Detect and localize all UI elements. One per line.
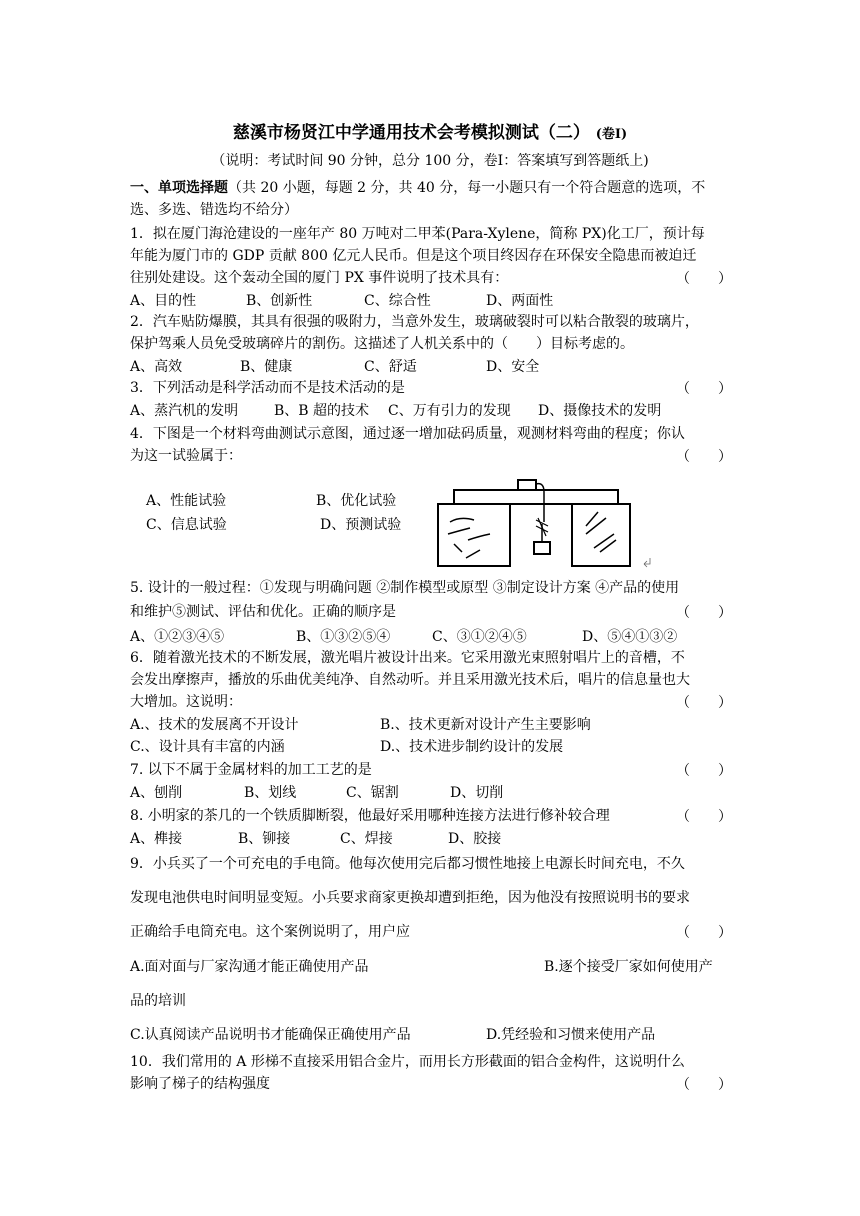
answer-paren: （ ） [676, 1077, 732, 1093]
q5-option-a: A、①②③④⑤ [130, 629, 225, 645]
q6-line-1: 6．随着激光技术的不断发展，激光唱片被设计出来。它采用激光束照射唱片上的音槽，不 [130, 650, 685, 666]
right-support-hatch [586, 512, 616, 552]
q4-option-b: B、优化试验 [316, 493, 397, 509]
answer-paren: （ ） [676, 695, 732, 711]
q5-option-b: B、①③②⑤④ [296, 629, 391, 645]
q4-option-a: A、性能试验 [146, 493, 227, 509]
section-heading: 一、单项选择题 [130, 180, 228, 196]
answer-paren: （ ） [676, 381, 732, 397]
answer-paren: （ ） [676, 271, 732, 287]
q7-option-c: C、锯割 [346, 785, 399, 801]
q3-option-a: A、蒸汽机的发明 [130, 403, 239, 419]
q5-option-d: D、⑤④①③② [582, 629, 678, 645]
q1-option-a: A、目的性 [130, 293, 197, 309]
q6-line-3: 大增加。这说明： [130, 694, 242, 710]
answer-paren: （ ） [676, 449, 732, 465]
q4-line-2: 为这一试验属于： [130, 448, 242, 464]
test-beam [454, 490, 618, 504]
q10-line-2: 影响了梯子的结构强度 [130, 1076, 270, 1092]
q2-line-1: 2．汽车贴防爆膜，其具有很强的吸附力，当意外发生，玻璃破裂时可以粘合散裂的玻璃片， [130, 314, 699, 330]
q9-option-b: B.逐个接受厂家如何使用产 [544, 959, 713, 975]
bending-test-diagram [436, 478, 668, 570]
q5-line-2: 和维护⑤测试、评估和优化。正确的顺序是 [130, 604, 396, 620]
left-support [438, 504, 510, 566]
q8-option-a: A、榫接 [130, 831, 183, 847]
q4-line-1: 4．下图是一个材料弯曲测试示意图，通过逐一增加砝码质量，观测材料弯曲的程度；你认 [130, 426, 685, 442]
q2-line-2: 保护驾乘人员免受玻璃碎片的割伤。这描述了人机关系中的（ ）目标考虑的。 [130, 336, 634, 352]
q1-option-d: D、两面性 [486, 293, 554, 309]
answer-paren: （ ） [676, 925, 732, 941]
q6-option-b: B.、技术更新对设计产生主要影响 [380, 717, 591, 733]
q3-option-b: B、B 超的技术 [274, 403, 370, 419]
test-material-block [518, 480, 536, 490]
title-main: 慈溪市杨贤江中学通用技术会考模拟测试（二） [232, 123, 590, 143]
section-heading-line [130, 178, 705, 198]
weight [534, 542, 550, 554]
q9-option-c: C.认真阅读产品说明书才能确保正确使用产品 [130, 1027, 411, 1043]
q6-line-2: 会发出摩擦声，播放的乐曲优美纯净、自然动听。并且采用激光技术后，唱片的信息量也大 [130, 672, 690, 688]
q5-line-1: 5. 设计的一般过程：①发现与明确问题 ②制作模型或原型 ③制定设计方案 ④产品的使用 [130, 580, 680, 596]
q9-line-2: 发现电池供电时间明显变短。小兵要求商家更换却遭到拒绝，因为他没有按照说明书的要求 [130, 890, 690, 906]
exam-note: （说明：考试时间 90 分钟，总分 100 分，卷Ⅰ：答案填写到答题纸上) [211, 153, 649, 169]
q8-option-d: D、胶接 [448, 831, 502, 847]
section-desc: （共 20 小题，每题 2 分，共 40 分，每一小题只有一个符合题意的选项，不 [228, 180, 706, 196]
q7-option-d: D、切削 [450, 785, 504, 801]
answer-paren: （ ） [676, 605, 732, 621]
q2-option-d: D、安全 [486, 359, 540, 375]
q6-option-c: C.、设计具有丰富的内涵 [130, 739, 285, 755]
q9-option-d: D.凭经验和习惯来使用产品 [486, 1027, 656, 1043]
q1-line-1: 1．拟在厦门海沧建设的一座年产 80 万吨对二甲苯(Para-Xylene，简称 PX)化工厂，预计每 [130, 226, 705, 242]
q2-option-a: A、高效 [130, 359, 183, 375]
q9-line-1: 9．小兵买了一个可充电的手电筒。他每次使用完后都习惯性地接上电源长时间充电，不久 [130, 856, 685, 872]
q7-option-a: A、刨削 [130, 785, 183, 801]
q5-option-c: C、③①②④⑤ [432, 629, 527, 645]
title-volume: (卷Ⅰ) [595, 127, 628, 142]
q7-option-b: B、划线 [244, 785, 297, 801]
q9-line-3: 正确给手电筒充电。这个案例说明了，用户应 [130, 924, 410, 940]
q10-line-1: 10．我们常用的 A 形梯不直接采用铝合金片，而用长方形截面的铝合金构件，这说明什么 [130, 1054, 685, 1070]
q9-option-b-continued: 品的培训 [130, 993, 186, 1009]
answer-paren: （ ） [676, 809, 732, 825]
section-desc-2: 选、多选、错选均不给分） [130, 202, 298, 218]
q4-option-c: C、信息试验 [146, 517, 227, 533]
q1-option-c: C、综合性 [364, 293, 431, 309]
left-support-hatch [448, 518, 490, 558]
q1-option-b: B、创新性 [246, 293, 313, 309]
q2-option-c: C、舒适 [364, 359, 417, 375]
q8-option-b: B、铆接 [238, 831, 291, 847]
q8-option-c: C、焊接 [340, 831, 393, 847]
q4-option-d: D、预测试验 [320, 517, 402, 533]
q3-option-d: D、摄像技术的发明 [538, 403, 662, 419]
right-support [572, 504, 630, 566]
page-title [0, 118, 860, 143]
q3-line-1: 3．下列活动是科学活动而不是技术活动的是 [130, 380, 405, 396]
return-mark-icon [644, 558, 650, 567]
q2-option-b: B、健康 [240, 359, 293, 375]
q8-line-1: 8. 小明家的茶几的一个铁质脚断裂，他最好采用哪种连接方法进行修补较合理 [130, 808, 610, 824]
q3-option-c: C、万有引力的发现 [388, 403, 511, 419]
q6-option-d: D.、技术进步制约设计的发展 [380, 739, 564, 755]
q9-option-a: A.面对面与厂家沟通才能正确使用产品 [130, 959, 369, 975]
q6-option-a: A.、技术的发展离不开设计 [130, 717, 299, 733]
q7-line-1: 7. 以下不属于金属材料的加工工艺的是 [130, 762, 372, 778]
answer-paren: （ ） [676, 763, 732, 779]
q1-line-3: 往别处建设。这个轰动全国的厦门 PX 事件说明了技术具有： [130, 270, 509, 286]
q1-line-2: 年能为厦门市的 GDP 贡献 800 亿元人民币。但是这个项目终因存在环保安全隐患而被迫迁 [130, 248, 697, 264]
